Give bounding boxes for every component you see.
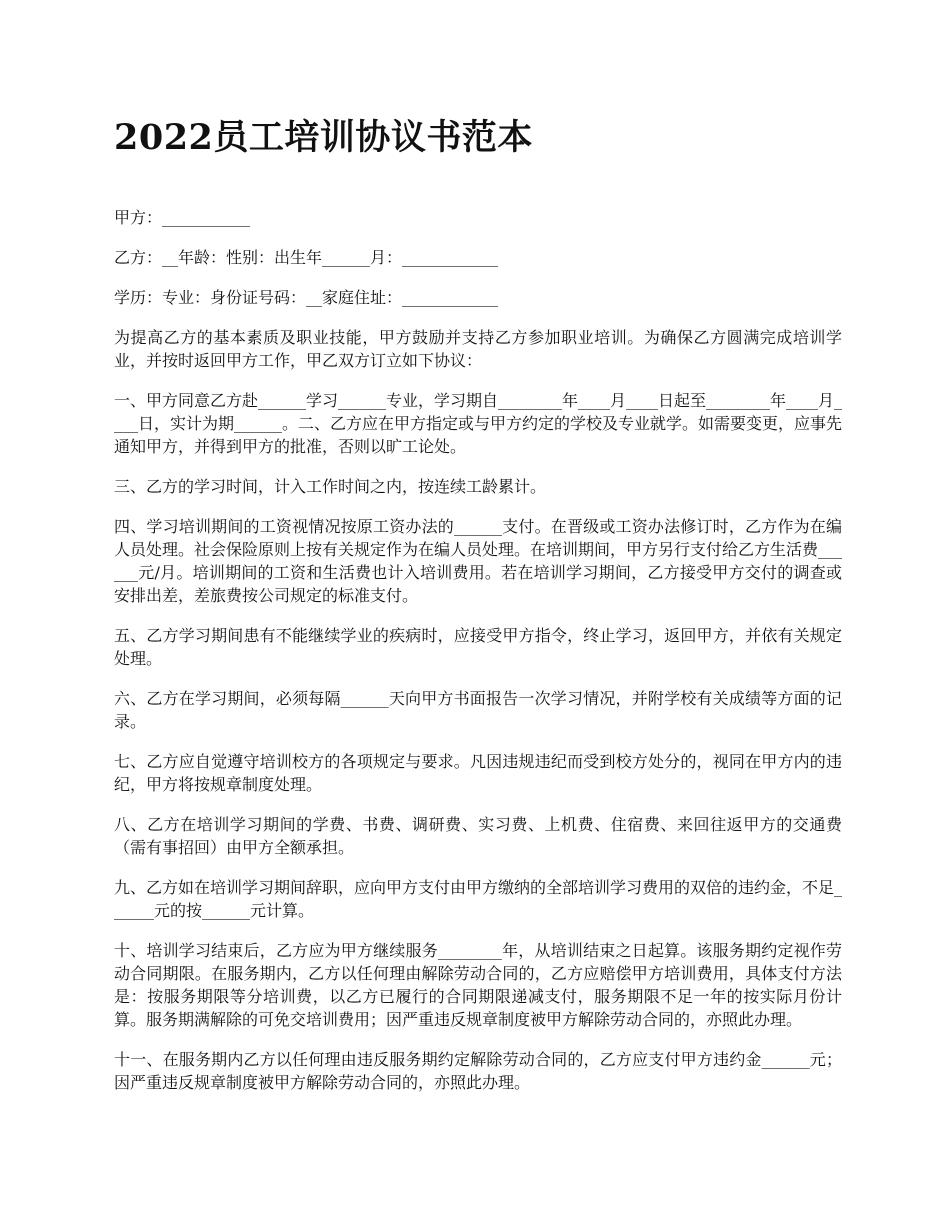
clause-10: 十、培训学习结束后，乙方应为甲方继续服务________年，从培训结束之日起算。该服务期约定视作劳动合同期限。在服务期内，乙方以任何理由解除劳动合同的，乙方应赔偿甲方培训费用，具体支付方法是：按服务期限等分培训费，以乙方已履行的合同期限递减支付，服务期限不足一年的按实际月份计算。服务期满解除的可免交培训费用；因严重违反规章制度被甲方解除劳动合同的，亦照此办理。	[114, 941, 842, 1029]
preamble-paragraph: 为提高乙方的基本素质及职业技能，甲方鼓励并支持乙方参加职业培训。为确保乙方圆满完成培训学业，并按时返回甲方工作，甲乙双方订立如下协议：	[114, 328, 842, 370]
clause-11: 十一、在服务期内乙方以任何理由违反服务期约定解除劳动合同的，乙方应支付甲方违约金______元；因严重违反规章制度被甲方解除劳动合同的，亦照此办理。	[114, 1050, 842, 1092]
party-a-line: 甲方：___________	[114, 208, 251, 227]
clause-7: 七、乙方应自觉遵守培训校方的各项规定与要求。凡因违规违纪而受到校方处分的，视同在甲方内的违纪，甲方将按规章制度处理。	[114, 752, 842, 794]
education-line: 学历：专业：身份证号码：__家庭住址：____________	[114, 288, 499, 307]
clause-8: 八、乙方在培训学习期间的学费、书费、调研费、实习费、上机费、住宿费、来回往返甲方的交通费（需有事招回）由甲方全额承担。	[114, 815, 842, 857]
clause-1-2: 一、甲方同意乙方赴______学习______专业，学习期自________年____月____日起至________年____月____日，实计为期______。二、乙方应在甲方指定或与甲方约定的学校及专业就学。如需要变更，应事先通知甲方，并得到甲方的批准，否则以旷工论处。	[114, 391, 843, 456]
clause-3: 三、乙方的学习时间，计入工作时间之内，按连续工龄累计。	[114, 477, 547, 496]
document-title: 2022员工培训协议书范本	[114, 117, 533, 158]
clause-4: 四、学习培训期间的工资视情况按原工资办法的______支付。在晋级或工资办法修订时，乙方作为在编人员处理。社会保险原则上按有关规定作为在编人员处理。在培训期间，甲方另行支付给乙方生活费______元/月。培训期间的工资和生活费也计入培训费用。若在培训学习期间，乙方接受甲方交付的调查或安排出差，差旅费按公司规定的标准支付。	[114, 517, 843, 605]
clause-9: 九、乙方如在培训学习期间辞职，应向甲方支付由甲方缴纳的全部培训学习费用的双倍的违约金，不足______元的按______元计算。	[114, 878, 843, 920]
party-b-line: 乙方：__年龄：性别：出生年______月：____________	[114, 248, 499, 267]
clause-6: 六、乙方在学习期间，必须每隔______天向甲方书面报告一次学习情况，并附学校有关成绩等方面的记录。	[114, 689, 842, 731]
document-page	[114, 108, 842, 1111]
clause-5: 五、乙方学习期间患有不能继续学业的疾病时，应接受甲方指令，终止学习，返回甲方，并依有关规定处理。	[114, 626, 842, 668]
